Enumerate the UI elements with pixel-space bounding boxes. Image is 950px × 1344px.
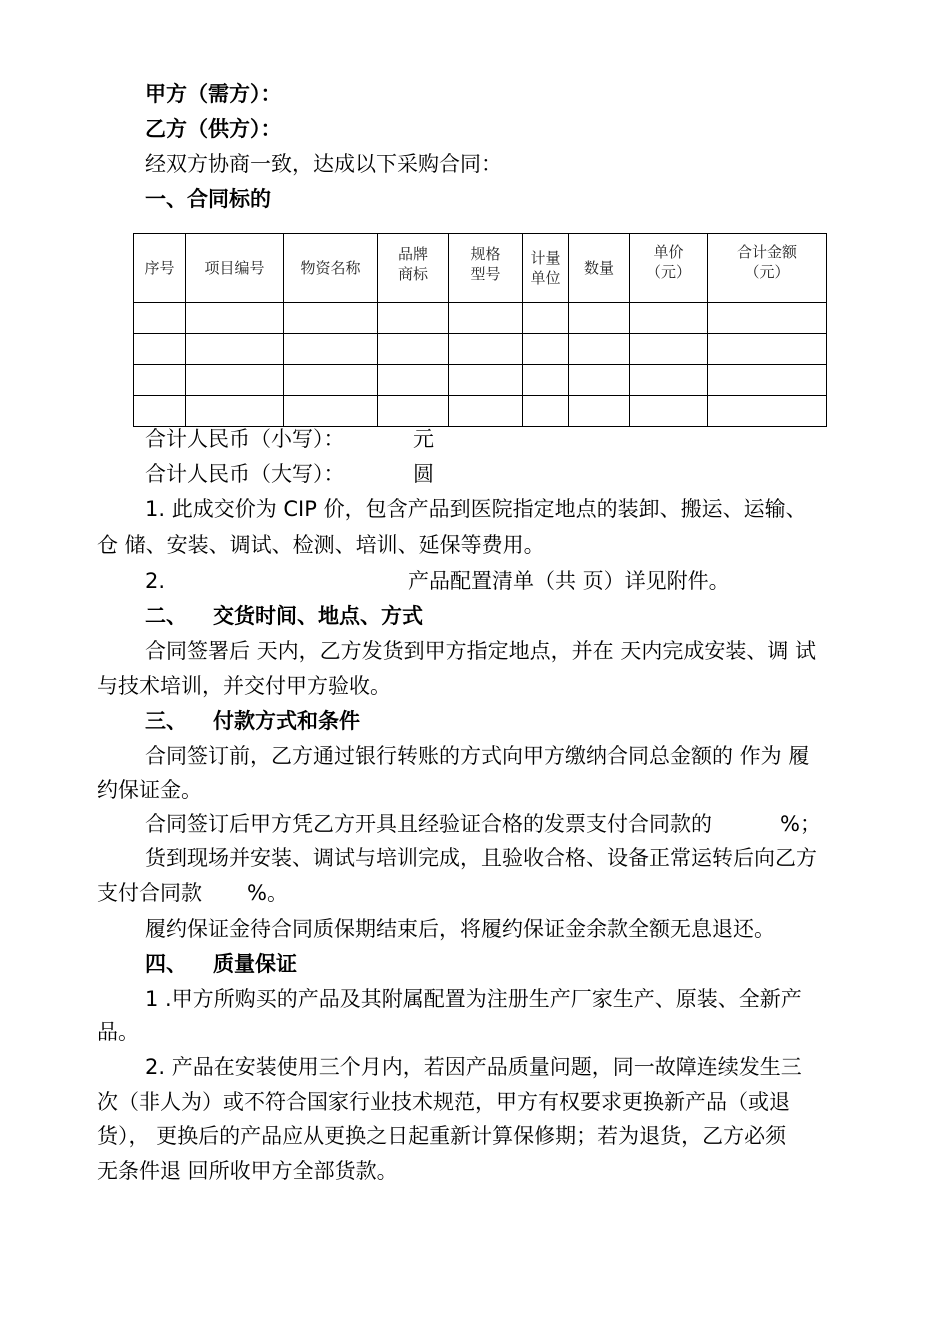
table-header-cell: 品牌 商标 <box>378 234 449 303</box>
table-cell <box>186 334 284 365</box>
section-3-p2-text: 合同签订后甲方凭乙方开具且经验证合格的发票支付合同款的 <box>145 812 712 836</box>
item-2-text: 产品配置清单（共 页）详见附件。 <box>408 569 730 593</box>
table-row <box>134 303 827 334</box>
table-cell <box>134 365 186 396</box>
total-big-unit: 圆 <box>413 462 434 486</box>
table-cell <box>284 365 378 396</box>
table-row <box>134 334 827 365</box>
table-header-cell: 项目编号 <box>186 234 284 303</box>
table-header-cell: 合计金额 （元） <box>708 234 827 303</box>
table-cell <box>523 365 569 396</box>
table-cell <box>449 365 523 396</box>
section-4-p2-line-4: 无条件退 回所收甲方全部货款。 <box>97 1159 398 1183</box>
section-4-p2-line-1: 2. 产品在安装使用三个月内，若因产品质量问题，同一故障连续发生三 <box>145 1055 802 1079</box>
table-cell <box>186 365 284 396</box>
total-big-label: 合计人民币（大写）： <box>145 462 345 486</box>
section-2-line-1: 合同签署后 天内，乙方发货到甲方指定地点，并在 天内完成安装、调 试 <box>145 639 817 663</box>
section-3-p1-line-2: 约保证金。 <box>97 778 202 802</box>
goods-table <box>133 233 827 427</box>
table-header-cell: 序号 <box>134 234 186 303</box>
table-cell <box>186 303 284 334</box>
item-2-number: 2. <box>145 569 166 593</box>
table-cell <box>284 396 378 427</box>
table-cell <box>569 303 630 334</box>
section-4-p2-line-3: 货）， 更换后的产品应从更换之日起重新计算保修期；若为退货，乙方必须 <box>97 1124 787 1148</box>
table-cell <box>569 365 630 396</box>
table-cell <box>378 365 449 396</box>
table-cell <box>186 396 284 427</box>
section-2-line-2: 与技术培训，并交付甲方验收。 <box>97 674 391 698</box>
table-cell <box>630 396 708 427</box>
table-row <box>134 396 827 427</box>
table-cell <box>630 303 708 334</box>
table-header-cell: 物资名称 <box>284 234 378 303</box>
section-3-p3-percent: %。 <box>247 881 288 905</box>
section-3-p4: 履约保证金待合同质保期结束后，将履约保证金余款全额无息退还。 <box>145 917 775 941</box>
section-4-p1-line-2: 品。 <box>97 1020 139 1044</box>
table-header-row <box>134 234 827 303</box>
section-4-number: 四、 <box>145 952 187 976</box>
table-cell <box>284 303 378 334</box>
table-cell <box>284 334 378 365</box>
table-header-cell: 单价 （元） <box>630 234 708 303</box>
table-row <box>134 365 827 396</box>
section-1-title: 一、合同标的 <box>145 187 271 211</box>
section-3-p3-line-2: 支付合同款 <box>97 881 202 905</box>
table-cell <box>569 396 630 427</box>
section-4-p1-line-1: 1 .甲方所购买的产品及其附属配置为注册生产厂家生产、原装、全新产 <box>145 987 802 1011</box>
item-1-line-2: 仓 储、安装、调试、检测、培训、延保等费用。 <box>97 533 545 557</box>
section-3-title: 付款方式和条件 <box>213 709 360 733</box>
section-3-p2-percent: %； <box>780 812 821 836</box>
party-b-label: 乙方（供方）： <box>145 117 282 141</box>
table-header-cell: 规格 型号 <box>449 234 523 303</box>
table-cell <box>523 303 569 334</box>
table-cell <box>449 396 523 427</box>
table-cell <box>630 365 708 396</box>
table-header-cell: 数量 <box>569 234 630 303</box>
item-1-line-1: 1. 此成交价为 CIP 价，包含产品到医院指定地点的装卸、搬运、运输、 <box>145 497 807 521</box>
table-cell <box>378 334 449 365</box>
section-3-number: 三、 <box>145 709 187 733</box>
table-cell <box>569 334 630 365</box>
total-small-label: 合计人民币（小写）： <box>145 427 345 451</box>
section-3-p3-line-1: 货到现场并安装、调试与培训完成，且验收合格、设备正常运转后向乙方 <box>145 846 817 870</box>
table-cell <box>708 334 827 365</box>
contract-intro: 经双方协商一致，达成以下采购合同： <box>145 152 502 176</box>
table-cell <box>134 396 186 427</box>
goods-table-body <box>134 234 827 427</box>
total-small-unit: 元 <box>413 427 434 451</box>
section-4-title: 质量保证 <box>213 952 297 976</box>
section-3-p1-line-1: 合同签订前，乙方通过银行转账的方式向甲方缴纳合同总金额的 作为 履 <box>145 744 810 768</box>
table-cell <box>378 396 449 427</box>
section-2-title: 交货时间、地点、方式 <box>213 604 423 628</box>
table-cell <box>708 303 827 334</box>
table-cell <box>449 303 523 334</box>
table-cell <box>708 365 827 396</box>
table-header-cell: 计量 单位 <box>523 234 569 303</box>
table-cell <box>134 303 186 334</box>
table-cell <box>378 303 449 334</box>
party-a-label: 甲方（需方）： <box>145 82 282 106</box>
table-cell <box>523 396 569 427</box>
table-cell <box>630 334 708 365</box>
table-cell <box>449 334 523 365</box>
table-cell <box>708 396 827 427</box>
table-cell <box>134 334 186 365</box>
section-4-p2-line-2: 次（非人为）或不符合国家行业技术规范，甲方有权要求更换新产品（或退 <box>97 1090 790 1114</box>
section-2-number: 二、 <box>145 604 187 628</box>
table-cell <box>523 334 569 365</box>
